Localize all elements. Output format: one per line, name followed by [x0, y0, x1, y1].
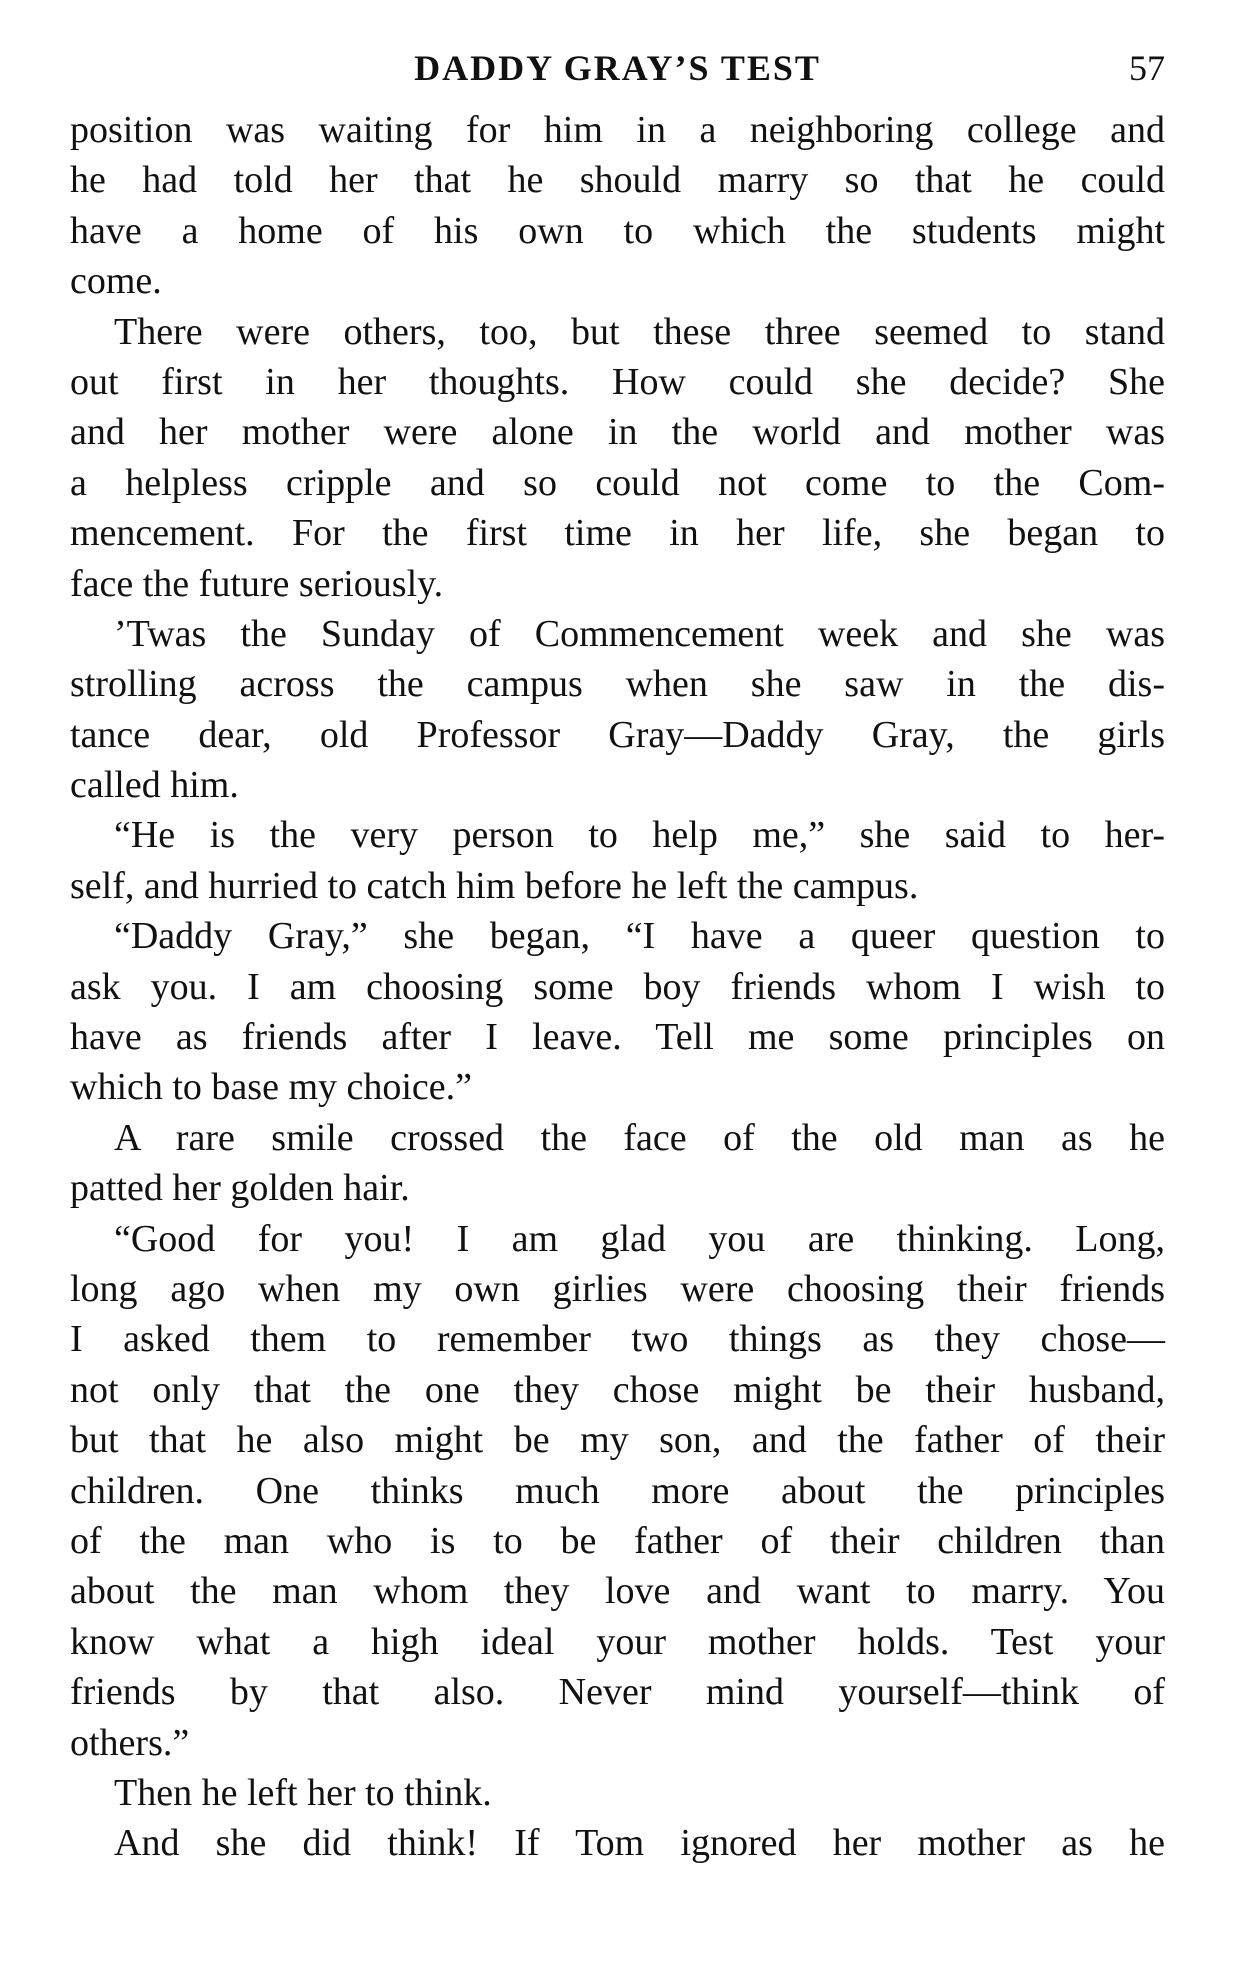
text-line: face the future seriously.	[70, 562, 444, 605]
page-number: 57	[1129, 48, 1165, 88]
text-line: but that he also might be my son, and the father of their	[70, 1419, 1165, 1462]
text-line: have as friends after I leave. Tell me some principles on	[70, 1016, 1165, 1059]
text-line: I asked them to remember two things as they chose—	[70, 1318, 1165, 1361]
body-text	[70, 105, 1165, 1869]
text-line: ’Twas the Sunday of Commencement week and she was	[114, 612, 1165, 655]
text-line: and her mother were alone in the world and mother was	[70, 411, 1165, 454]
text-line: out first in her thoughts. How could she decide? She	[70, 360, 1165, 403]
text-line: “Daddy Gray,” she began, “I have a queer question to	[114, 915, 1165, 958]
text-line: There were others, too, but these three seemed to stand	[114, 310, 1165, 353]
text-line: “Good for you! I am glad you are thinking. Long,	[114, 1217, 1165, 1260]
text-line: not only that the one they chose might be their husband,	[70, 1368, 1165, 1411]
text-line: tance dear, old Professor Gray—Daddy Gray, the girls	[70, 713, 1165, 756]
running-head	[70, 40, 1165, 96]
text-line: Then he left her to think.	[114, 1771, 492, 1814]
text-line: A rare smile crossed the face of the old man as he	[114, 1116, 1165, 1159]
text-line: of the man who is to be father of their children than	[70, 1519, 1165, 1562]
text-line: know what a high ideal your mother holds. Test your	[70, 1620, 1165, 1663]
text-line: friends by that also. Never mind yourself—think of	[70, 1671, 1165, 1714]
text-line: others.”	[70, 1721, 190, 1764]
text-line: And she did think! If Tom ignored her mother as he	[114, 1822, 1165, 1865]
text-line: ask you. I am choosing some boy friends whom I wish to	[70, 965, 1165, 1008]
text-line: children. One thinks much more about the principles	[70, 1469, 1165, 1512]
text-line: mencement. For the first time in her life, she began to	[70, 512, 1165, 555]
text-line: have a home of his own to which the students might	[70, 209, 1165, 252]
text-line: long ago when my own girlies were choosing their friends	[70, 1267, 1165, 1310]
chapter-title: DADDY GRAY’S TEST	[414, 48, 821, 88]
text-line: come.	[70, 260, 162, 303]
text-line: self, and hurried to catch him before he left the campus.	[70, 864, 919, 907]
text-line: position was waiting for him in a neighboring college and	[70, 109, 1165, 151]
text-line: patted her golden hair.	[70, 1167, 410, 1210]
text-line: about the man whom they love and want to marry. You	[70, 1570, 1165, 1613]
text-line: which to base my choice.”	[70, 1066, 473, 1109]
text-line: strolling across the campus when she saw in the dis-	[70, 663, 1165, 706]
text-line: a helpless cripple and so could not come to the Com-	[70, 461, 1165, 504]
text-line: “He is the very person to help me,” she said to her-	[114, 814, 1165, 857]
text-line: he had told her that he should marry so that he could	[70, 159, 1165, 202]
text-line: called him.	[70, 764, 239, 807]
